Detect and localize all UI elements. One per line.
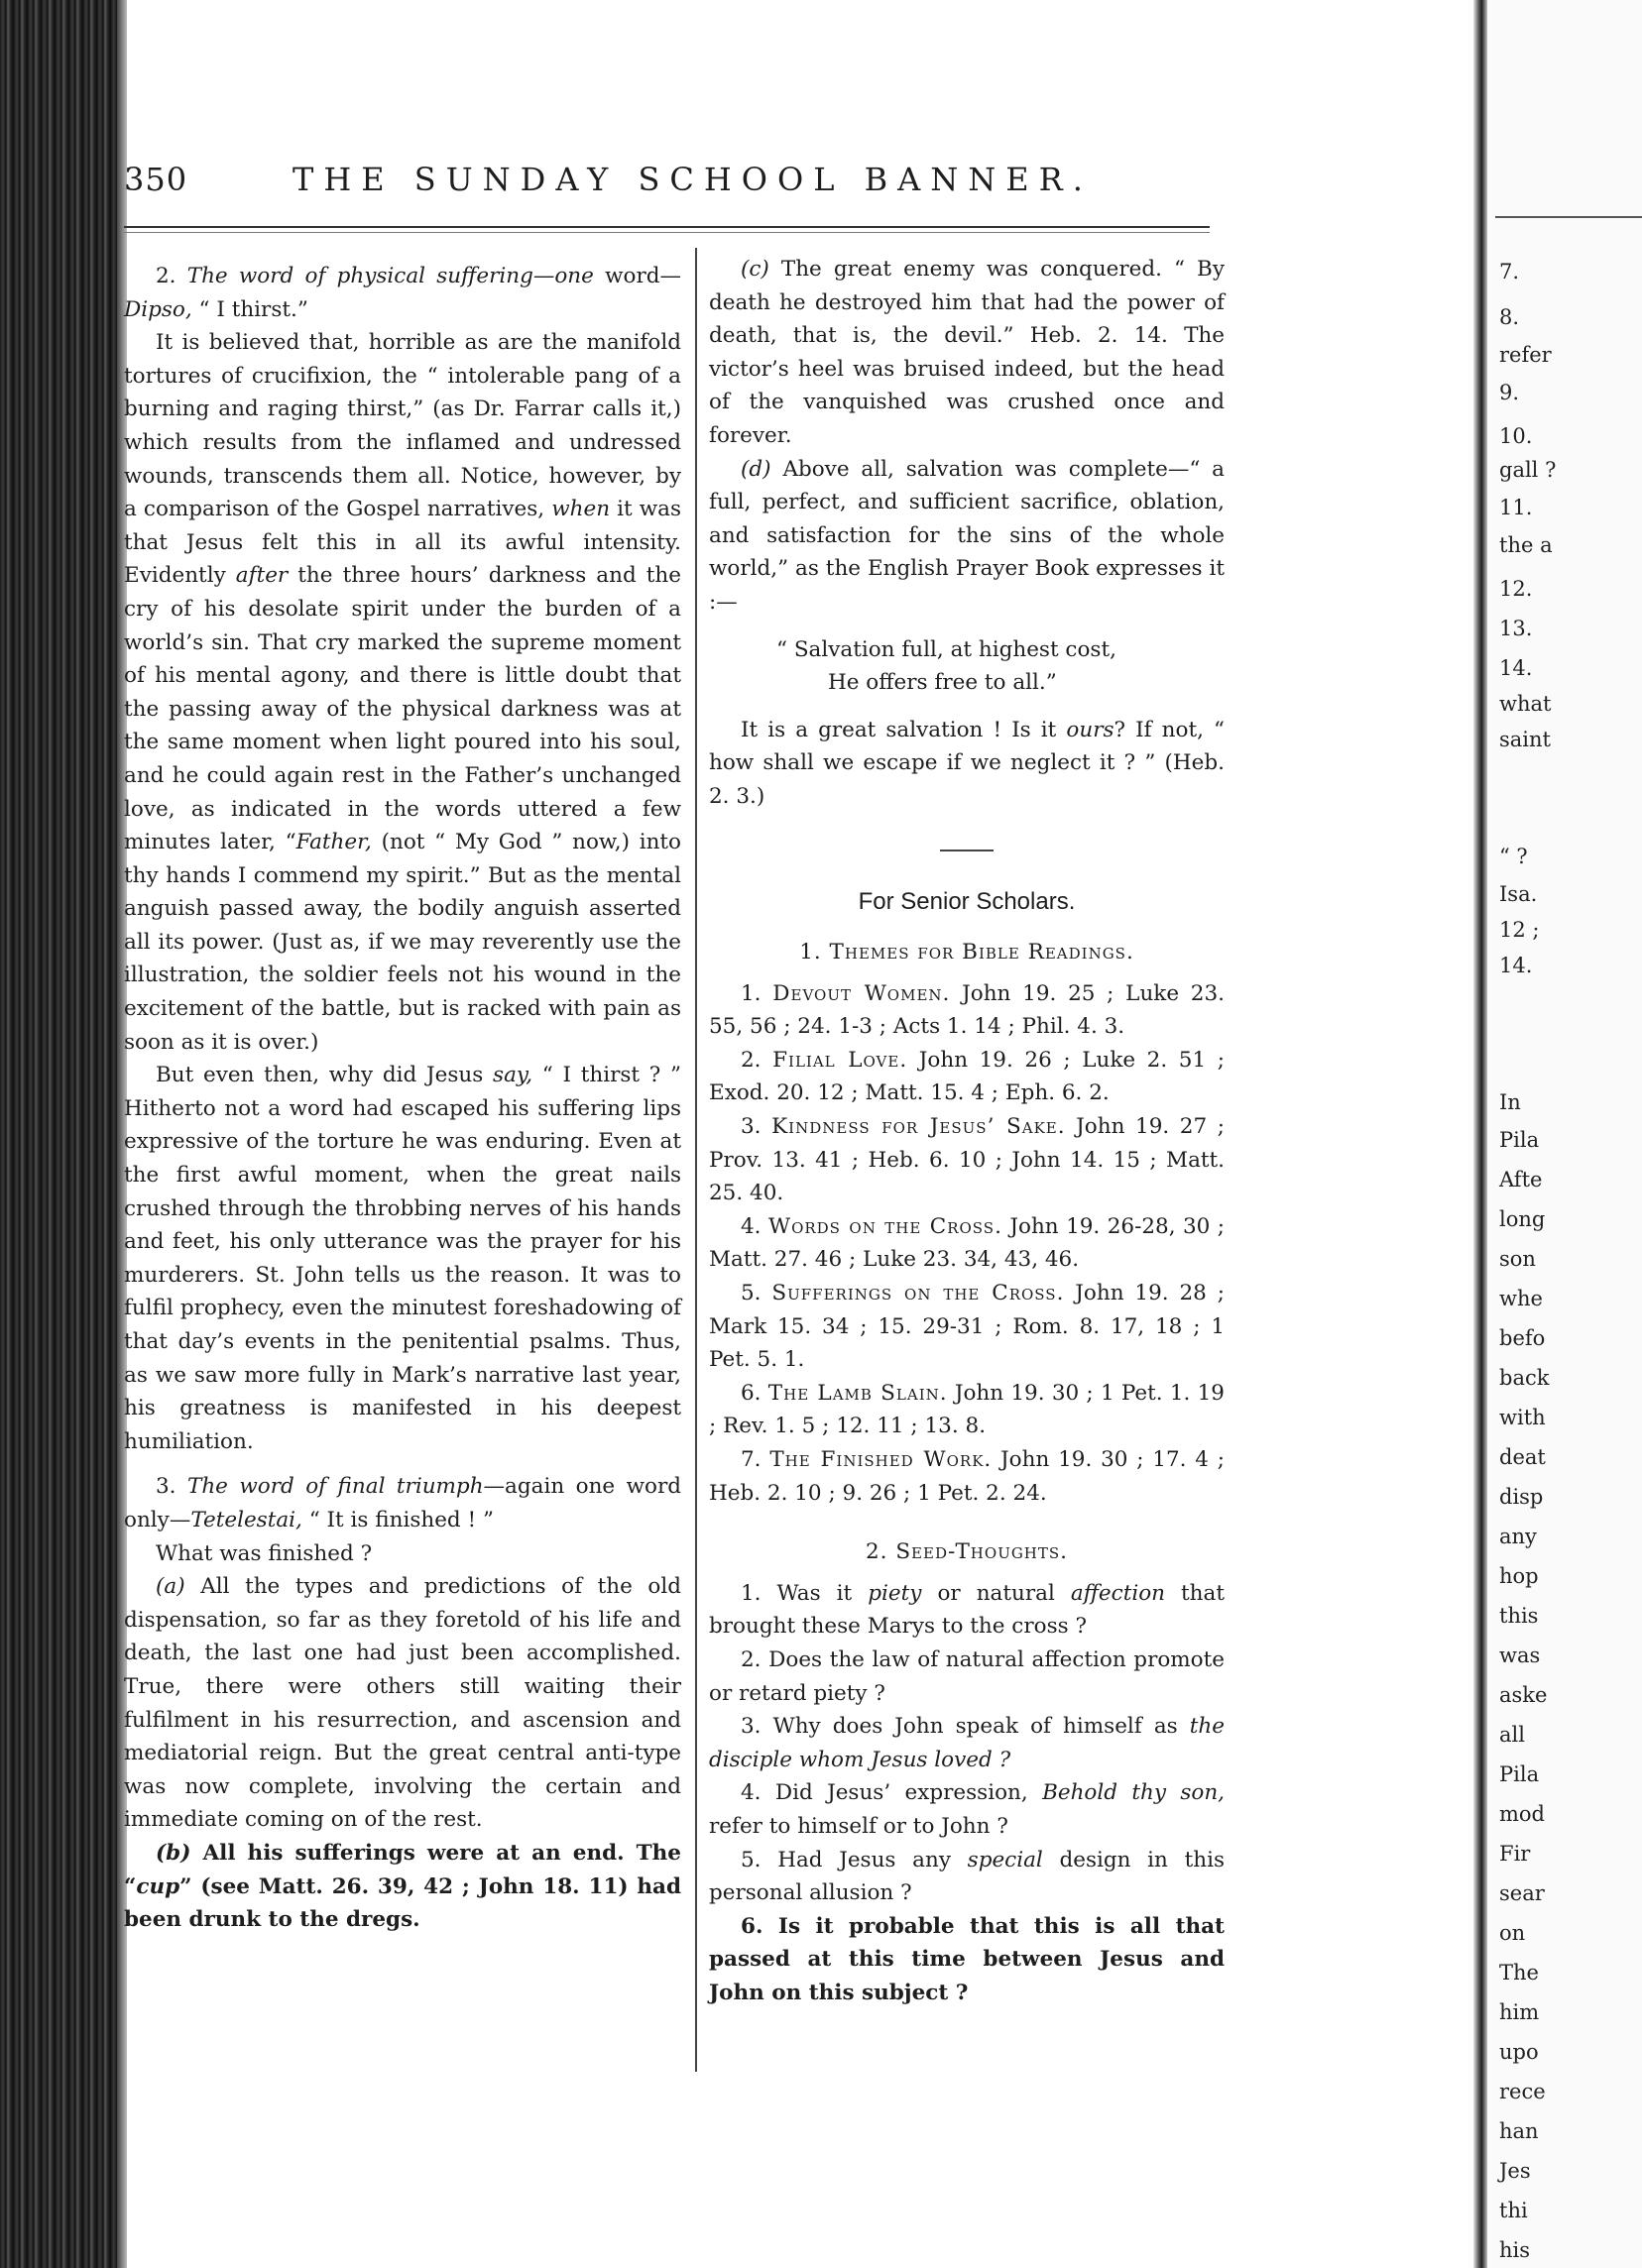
facing-page-line: Pila [1499,1128,1540,1152]
page-number: 350 [124,161,188,198]
facing-page-line: 7. [1499,260,1520,284]
text-run: —again one word only— [124,1474,681,1532]
text-run: The great enemy was conquered. “ By death he destroyed him that had the power of death, that is, the devil.” Heb. 2. 14. The victor’s heel was bruised indeed, but the head of the vanquished was crushed once and forever. [709,257,1225,448]
seed-thoughts-heading: 2. Seed-Thoughts. [865,1539,1069,1565]
page-header [124,161,1210,210]
seed-question [709,1577,1225,1644]
italic-text: Father, [295,830,372,855]
facing-page-line: mod [1499,1802,1545,1826]
text-run: All his sufferings were at an end. The “ [124,1840,681,1899]
paragraph-great-salvation [709,714,1225,814]
theme-references: John 19. 30 ; 1 Pet. 1. 19 ; Rev. 1. 5 ; 12. 11 ; 13. 8. [709,1380,1225,1439]
facing-page-line: this [1499,1604,1539,1628]
facing-page-line: disp [1499,1485,1544,1509]
item-label: (b) [156,1840,191,1866]
theme-references: John 19. 27 ; Prov. 13. 41 ; Heb. 6. 10 ; John 14. 15 ; Matt. 25. 40. [709,1114,1226,1206]
theme-title: Devout Women. [772,980,951,1006]
facing-page-line: back [1499,1366,1550,1390]
theme-title: Filial Love. [772,1047,908,1073]
facing-page-line: thi [1499,2199,1528,2222]
theme-number: 6. [741,1380,762,1406]
facing-page-rule [1495,216,1642,218]
paragraph-thirst [124,326,681,1059]
italic-text: The word of physical suffering—one [186,264,594,288]
seed-question [709,1844,1225,1910]
text-run: refer to himself or to John ? [709,1813,1008,1839]
theme-references: John 19. 28 ; Mark 15. 34 ; 15. 29-31 ; Rom. 8. 17, 18 ; 1 Pet. 5. 1. [709,1281,1225,1373]
theme-number: 7. [741,1447,762,1472]
facing-page-line: him [1499,2000,1540,2024]
facing-page-line: all [1499,1723,1525,1747]
facing-page-line: with [1499,1406,1546,1429]
facing-page-line: befo [1499,1326,1546,1350]
verse-line: He offers free to all.” [828,670,1057,696]
facing-page [1487,0,1642,2268]
italic-text: say, [493,1063,533,1088]
facing-page-line: any [1499,1525,1537,1548]
theme-item [709,977,1225,1044]
seed-question [709,1776,1225,1843]
facing-page-line: Pila [1499,1762,1540,1786]
item-label: (a) [156,1574,185,1600]
themes-heading: 1. Themes for Bible Readings. [799,940,1134,965]
italic-text: The word of final triumph [186,1474,484,1500]
facing-page-line: han [1499,2119,1539,2143]
italic-text: affection [1070,1580,1165,1606]
item-label: (d) [741,456,771,482]
theme-title: The Lamb Slain. [767,1380,948,1406]
theme-number: 4. [741,1213,762,1239]
right-column [709,253,1225,2010]
facing-page-line: gall ? [1499,458,1557,482]
italic-text: the disciple whom Jesus loved ? [709,1714,1225,1772]
theme-number: 2. [741,1047,762,1073]
facing-page-line: upo [1499,2040,1539,2064]
facing-page-line: Afte [1499,1168,1543,1191]
paragraph-physical-suffering [124,260,681,326]
theme-item [709,1377,1225,1443]
verse-quote [709,633,1225,700]
theme-item [709,1277,1225,1377]
column-divider [695,248,697,2072]
italic-text: cup [136,1873,180,1899]
paragraph-b-sufferings [124,1837,681,1937]
theme-number: 5. [741,1281,762,1306]
theme-item [709,1044,1225,1110]
facing-page-line: the a [1499,533,1553,557]
facing-page-line: on [1499,1921,1526,1945]
facing-page-line: 14. [1499,656,1533,680]
italic-text: piety [868,1580,922,1606]
seed-question [709,1710,1225,1776]
italic-text: after [235,563,289,589]
text-run: But even then, why did Jesus [156,1063,484,1088]
facing-page-line: sear [1499,1881,1545,1905]
text-run: Above all, salvation was complete—“ a full, perfect, and sufficient sacrifice, oblation, and satisfaction for the sins of the whole world,” as the English Prayer Book expresses it :— [709,456,1226,615]
text-run: “ It is finished ! ” [301,1507,494,1532]
seed-question: 2. Does the law of natural affection promote or retard piety ? [709,1646,1225,1706]
running-title: THE SUNDAY SCHOOL BANNER. [293,161,1093,198]
text-run: “ I thirst ? ” Hitherto not a word had escaped his suffering lips expressive of the torture he was enduring. Even at the first awful moment, when the great nails crushed through the throbbing nerves of his hands and feet, his only utterance was the prayer for his murderers. St. John tells us the reason. It was to fulfil prophecy, even the minutest foreshadowing of that day’s events in the penitential psalms. Thus, as we saw more fully in Mark’s narrative last year, his greatness is manifested in his deepest humiliation. [124,1063,681,1454]
facing-page-line: whe [1499,1287,1543,1310]
theme-item [709,1110,1225,1210]
facing-page-line: saint [1499,728,1551,751]
paragraph-why-say [124,1059,681,1458]
text-run: It is a great salvation ! Is it [741,717,1057,742]
text-run: It is believed that, horrible as are the manifold tortures of crucifixion, the “ intolerable pang of a burning and raging thirst,” (as Dr. Farrar calls it,) which results from the inflamed and undressed wounds, transcends them all. Notice, however, by a comparison of the Gospel narratives, [124,330,681,522]
facing-page-line: 13. [1499,617,1533,640]
text-run: word— [593,264,681,288]
text-run: design in this personal allusion ? [709,1847,1225,1906]
paragraph-d-salvation [709,453,1225,620]
facing-page-line: his [1499,2238,1531,2262]
facing-page-line: hop [1499,1564,1539,1588]
book-binding-edge [0,0,124,2268]
theme-item [709,1443,1225,1510]
facing-page-line: 10. [1499,424,1533,448]
facing-page-line: 12 ; [1499,918,1540,942]
text-run: it was that Jesus felt this in all its awful intensity. Evidently [124,497,681,589]
text-run: ” (see Matt. 26. 39, 42 ; John 18. 11) had been drunk to the dregs. [124,1873,681,1933]
text-run: 3. Why does John speak of himself as [741,1714,1178,1740]
italic-text: ours [1066,717,1114,742]
text-run: ? If not, “ how shall we escape if we neglect it ? ” (Heb. 2. 3.) [709,717,1226,809]
item-number: 2. [156,264,176,288]
facing-page-line: In [1499,1090,1521,1114]
verse-line: “ Salvation full, at highest cost, [776,636,1116,662]
theme-references: John 19. 25 ; Luke 23. 55, 56 ; 24. 1-3 ; Acts 1. 14 ; Phil. 4. 3. [709,980,1225,1040]
facing-page-line: aske [1499,1683,1548,1707]
facing-page-line: long [1499,1207,1546,1231]
item-number: 3. [156,1474,176,1500]
theme-title: Words on the Cross. [767,1213,1002,1239]
italic-text: when [551,497,611,522]
facing-page-line: 8. [1499,305,1520,329]
theme-title: The Finished Work. [769,1447,993,1472]
text-run: 1. Was it [741,1580,853,1606]
themes-list [709,977,1225,1511]
text-run: (not “ My God ” now,) into thy hands I commend my spirit.” But as the mental anguish passed away, the bodily anguish asserted all its power. (Just as, if we may reverently use the illustration, the soldier feels not his wound in the excitement of the battle, but is racked with pain as soon as it is over.) [124,830,681,1055]
paragraph-final-triumph [124,1470,681,1536]
facing-page-line: 12. [1499,577,1533,601]
facing-page-line: Fir [1499,1842,1531,1866]
seed-question: 6. Is it probable that this is all that passed at this time between Jesus and John on this subject ? [709,1913,1225,2005]
paragraph-what-finished: What was finished ? [156,1540,373,1566]
facing-page-line: rece [1499,2080,1546,2103]
text-run: “ I thirst.” [191,296,308,322]
text-run: 5. Had Jesus any [741,1847,951,1872]
facing-page-line: deat [1499,1445,1546,1469]
text-run: All the types and predictions of the old dispensation, so far as they foretold of his life and death, the last one had just been accomplished. True, there were others still waiting their fulfilment in his resurrection, and ascension and mediatorial reign. But the great central anti-type was now complete, involving the certain and immediate coming on of the rest. [124,1574,681,1833]
facing-page-line: 9. [1499,381,1520,404]
facing-page-line: “ ? [1499,845,1528,868]
italic-text: Dipso, [124,296,192,322]
text-run: or natural [937,1580,1055,1606]
facing-page-line: refer [1499,343,1552,367]
facing-page-line: The [1499,1961,1539,1984]
facing-page-line: Jes [1499,2159,1531,2183]
item-label: (c) [741,257,769,282]
italic-text: special [967,1847,1043,1872]
left-column [124,260,681,1937]
theme-references: John 19. 30 ; 17. 4 ; Heb. 2. 10 ; 9. 26 ; 1 Pet. 2. 24. [709,1447,1225,1506]
text-run: 4. Did Jesus’ expression, [741,1780,1028,1806]
paragraph-c-enemy [709,253,1225,453]
text-run: that brought these Marys to the cross ? [709,1580,1225,1640]
book-gutter [1473,0,1487,2268]
facing-page-line: was [1499,1644,1541,1667]
header-rule [124,226,1210,228]
facing-page-line: 14. [1499,954,1533,977]
theme-number: 1. [741,980,762,1006]
facing-page-line: son [1499,1247,1536,1271]
facing-page-line: Isa. [1499,882,1538,906]
section-heading: For Senior Scholars. [858,887,1076,915]
text-run: the three hours’ darkness and the cry of his desolate spirit under the burden of a world’s sin. That cry marked the supreme moment of his mental agony, and there is little doubt that the passing away of the physical darkness was at the same moment when light poured into his soul, and he could again rest in the Father’s unchanged love, as indicated in the words uttered a few minutes later, “ [124,563,681,855]
theme-item [709,1210,1225,1277]
italic-text: Tetelestai, [190,1507,302,1532]
italic-text: Behold thy son, [1042,1780,1225,1806]
theme-references: John 19. 26-28, 30 ; Matt. 27. 46 ; Luke 23. 34, 43, 46. [709,1213,1226,1273]
facing-page-line: what [1499,692,1552,716]
paragraph-a-types [124,1570,681,1837]
theme-title: Kindness for Jesus’ Sake. [771,1114,1066,1140]
theme-title: Sufferings on the Cross. [771,1281,1065,1306]
theme-number: 3. [741,1114,762,1140]
facing-page-line: 11. [1499,496,1533,519]
header-rule-thin [124,232,1210,233]
section-divider [940,850,994,851]
theme-references: John 19. 26 ; Luke 2. 51 ; Exod. 20. 12 ; Matt. 15. 4 ; Eph. 6. 2. [709,1047,1225,1106]
